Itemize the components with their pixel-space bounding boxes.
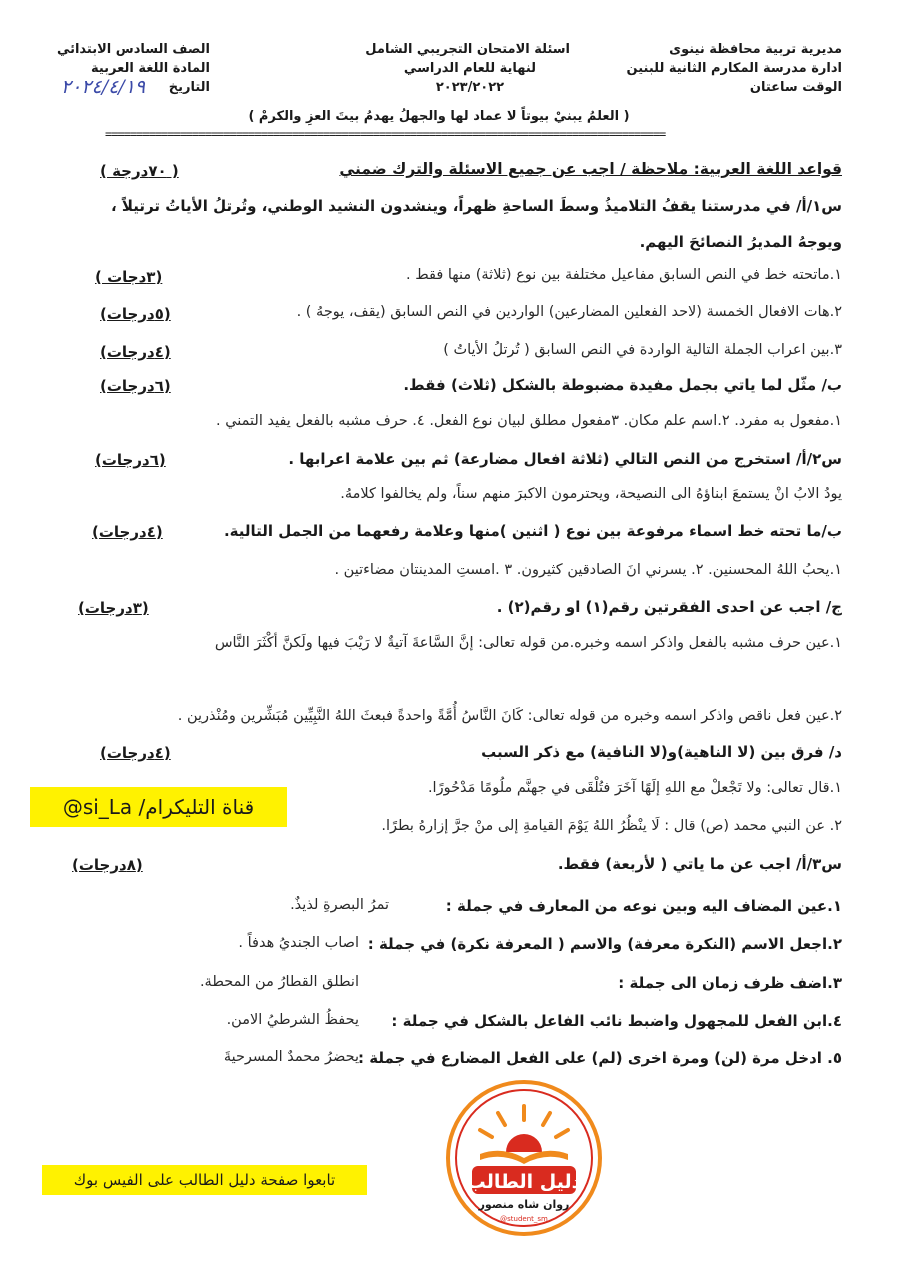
q3-item-4: ٤.ابن الفعل للمجهول واضبط نائب الفاعل بالشكل في جملة : [391,1012,842,1030]
logo-author: روان شاه منصور [478,1198,570,1211]
q2-c-title: ج/ اجب عن احدى الفقرتين رقم(١) او رقم(٢) . [496,598,842,616]
exam-year: ٢٠٢٣/٢٠٢٢ [435,80,505,95]
q2-d-title: د/ فرق بين (لا الناهية)و(لا النافية) مع ذكر السبب [481,743,842,761]
q3-item-2-example: اصاب الجنديُ هدفاً . [238,935,359,951]
q3-item-5: ٥. ادخل مرة (لن) ومرة اخرى (لم) على الفعل المضارع في جملة : [358,1049,842,1067]
exam-subtitle: لنهاية للعام الدراسي [403,61,537,76]
q1-text: س١/أ/ في مدرستنا يقفُ التلاميذُ وسطَ الساحةِ ظهراً، وينشدون النشيد الوطني، وتُرتلُ الأياتُ ترتيلاً ، [111,197,842,215]
q2-c1: ١.عين حرف مشبه بالفعل واذكر اسمه وخبره.من قوله تعالى: إنَّ السَّاعةَ آتيةٌ لا رَيْبَ فيها ولَكنَّ أكْثَرَ النَّاس [214,635,842,651]
q1-item-1-grade: (٣دجات ) [95,268,163,286]
q1-text-cont: ويوجهُ المديرُ النصائحَ اليهم. [639,233,842,251]
grade-class-line: الصف السادس الابتدائي [56,42,210,57]
date-label: التاريخ [168,80,210,95]
q2-c2: ٢.عين فعل ناقص واذكر اسمه وخبره من قوله تعالى: كَانَ النَّاسُ أُمَّةً واحدةً فبعثَ اللهُ النَّبِيِّين مُبَشِّرين ومُنْذرين . [177,708,842,724]
exam-title: اسئلة الامتحان التجريبي الشامل [365,42,570,57]
duration-line: الوقت ساعتان [749,80,842,95]
handwritten-date: ٢٠٢٤/٤/١٩ [60,76,146,98]
subject-line: المادة اللغة العربية [90,61,210,76]
q3-item-4-example: يحفظُ الشرطيُ الامن. [226,1012,359,1028]
q1-b-items: ١.مفعول به مفرد. ٢.اسم علم مكان. ٣مفعول مطلق لبيان نوع الفعل. ٤. حرف مشبه بالفعل يفيد التمني . [215,413,842,429]
q2-d-grade: (٤درجات) [100,744,171,762]
motto: ( العلمُ يبنيْ بيوتاً لا عماد لها والجهلُ يهدمُ بيتَ العزِ والكرمْ ) [248,109,630,124]
header-right [612,40,842,97]
q1-item-3-grade: (٤درجات) [100,343,171,361]
section-title: قواعد اللغة العربية: ملاحظة / اجب عن جميع الاسئلة والترك ضمني [339,160,842,178]
q2-b-items: ١.يحبُ اللهُ المحسنين. ٢. يسرني انَ الصادقين كثيرون. ٣ .امستِ المدينتان مضاءتين . [334,562,842,578]
q2-d1: ١.قال تعالى: ولا تَجْعلْ مع اللهِ إلَهًا آخَرَ فتُلْقَى في جهنَّم ملُومًا مَدْحُورًا. [427,780,842,796]
q1-item-2-grade: (٥درجات) [100,305,171,323]
q3-item-1: ١.عين المضاف اليه وبين نوعه من المعارف في جملة : [445,897,842,915]
q2-d2: ٢. عن النبي محمد (ص) قال : لَا ينْظُرُ اللهُ يَوْمَ القيامةِ إلى منْ جرَّ إزارهُ بطرًا. [381,818,842,834]
q3-item-3: ٣.اضف ظرف زمان الى جملة : [618,974,842,992]
q1-item-1: ١.ماتحته خط في النص السابق مفاعيل مختلفة بين نوع (ثلاثة) منها فقط . [406,267,842,283]
q3-item-2: ٢.اجعل الاسم (النكرة معرفة) والاسم ( المعرفة نكرة) في جملة : [367,935,842,953]
telegram-banner: قناة التليكرام/ si_La@ [30,787,287,827]
q2-b-title: ب/ما تحته خط اسماء مرفوعة بين نوع ( اثنين )منها وعلامة رفعهما من الجمل التالية. [223,522,842,540]
q1-b-title: ب/ مثّل لما ياتي بجمل مفيدة مضبوطة بالشكل (ثلاث) فقط. [403,376,842,394]
separator-line: ========================================================================================== [105,127,666,141]
q3-item-1-example: تمرُ البصرةِ لذيذٌ. [290,897,389,913]
q2-grade: (٦درجات) [95,451,166,469]
school-line: ادارة مدرسة المكارم الثانية للبنين [626,61,842,76]
q1-b-grade: (٦درجات) [100,377,171,395]
q3-item-3-example: انطلق القطارُ من المحطة. [199,974,359,990]
logo-emblem-icon [446,1080,602,1236]
q2-text: يودُ الابُ انْ يستمعَ ابناؤهُ الى النصيحة، ويحترمون الاكبرَ منهم سناً، ولم يخالفوا كلامهُ. [340,486,842,502]
directorate-line: مديرية تربية محافظة نينوى [669,42,842,57]
q1-item-3: ٣.بين اعراب الجملة التالية الواردة في النص السابق ( تُرتلُ الأياتُ ) [443,342,842,358]
q3-grade: (٨درجات) [72,856,143,874]
q1-item-2: ٢.هات الافعال الخمسة (لاحد الفعلين المضارعين) الواردين في النص السابق (يقف، يوجهُ ) . [296,304,842,320]
facebook-banner: تابعوا صفحة دليل الطالب على الفيس بوك [42,1165,367,1195]
q2-b-grade: (٤درجات) [92,523,163,541]
student-guide-logo [446,1080,602,1236]
q3-title: س٣/أ/ اجب عن ما ياتي ( لأربعة) فقط. [557,855,842,873]
q3-item-5-example: يحضرُ محمدٌ المسرحيةَ [223,1049,359,1065]
q2-title: س٢/أ/ استخرج من النص التالي (ثلاثة افعال مضارعة) ثم بين علامة اعرابها . [288,450,842,468]
logo-handle: @student_sm [500,1215,548,1223]
header-center [365,40,570,97]
total-grade: ( ٧٠درجة ) [100,162,179,180]
q2-c-grade: (٣درجات) [78,599,149,617]
logo-title: دليل الطالب [466,1171,582,1193]
